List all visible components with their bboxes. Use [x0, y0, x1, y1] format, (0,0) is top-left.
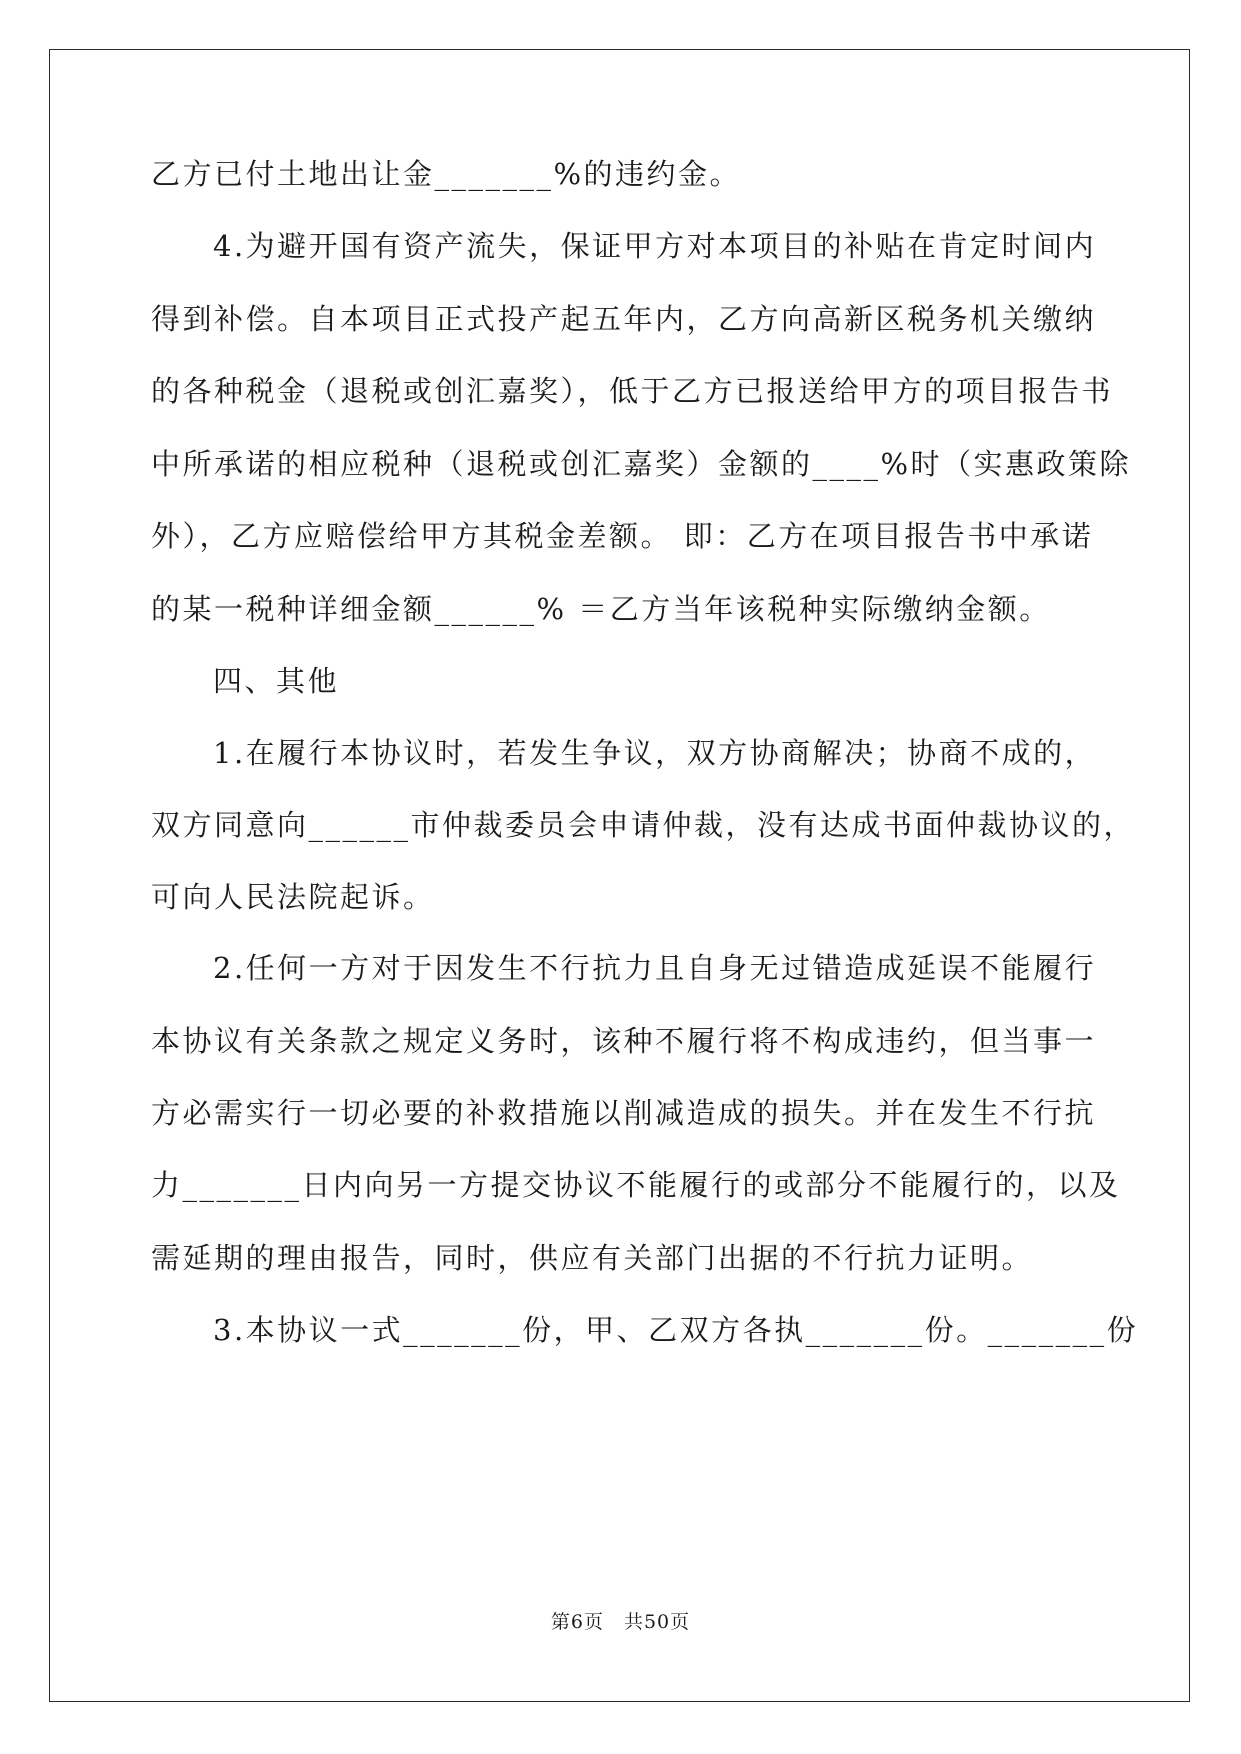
text-line: 需延期的理由报告，同时，供应有关部门出据的不行抗力证明。: [151, 1241, 1034, 1275]
text-line: 双方同意向______市仲裁委员会申请仲裁，没有达成书面仲裁协议的，: [151, 808, 1136, 842]
text-line: 得到补偿。自本项目正式投产起五年内，乙方向高新区税务机关缴纳: [151, 302, 1097, 336]
text-line: 的某一税种详细金额______% ＝乙方当年该税种实际缴纳金额。: [151, 592, 1051, 626]
text-line: 4.为避开国有资产流失，保证甲方对本项目的补贴在肯定时间内: [213, 229, 1097, 263]
text-line: 方必需实行一切必要的补救措施以削减造成的损失。并在发生不行抗: [151, 1096, 1097, 1130]
text-line: 3.本协议一式_______份，甲、乙双方各执_______份。_______份: [213, 1313, 1139, 1347]
page-border: [49, 49, 1190, 1702]
text-line: 的各种税金（退税或创汇嘉奖），低于乙方已报送给甲方的项目报告书: [151, 374, 1114, 408]
text-line: 1.在履行本协议时，若发生争议，双方协商解决；协商不成的，: [213, 736, 1097, 770]
text-line: 乙方已付土地出让金_______%的违约金。: [151, 157, 742, 191]
text-line: 可向人民法院起诉。: [151, 880, 435, 914]
section-heading: 四、其他: [213, 664, 340, 698]
text-line: 本协议有关条款之规定义务时，该种不履行将不构成违约，但当事一: [151, 1024, 1097, 1058]
text-line: 力_______日内向另一方提交协议不能履行的或部分不能履行的，以及: [151, 1168, 1121, 1202]
page-number-footer: 第6页 共50页: [550, 1611, 691, 1633]
text-line: 2.任何一方对于因发生不行抗力且自身无过错造成延误不能履行: [213, 951, 1097, 985]
text-line: 外），乙方应赔偿给甲方其税金差额。 即：乙方在项目报告书中承诺: [151, 519, 1094, 553]
text-line: 中所承诺的相应税种（退税或创汇嘉奖）金额的____%时（实惠政策除: [151, 447, 1132, 481]
